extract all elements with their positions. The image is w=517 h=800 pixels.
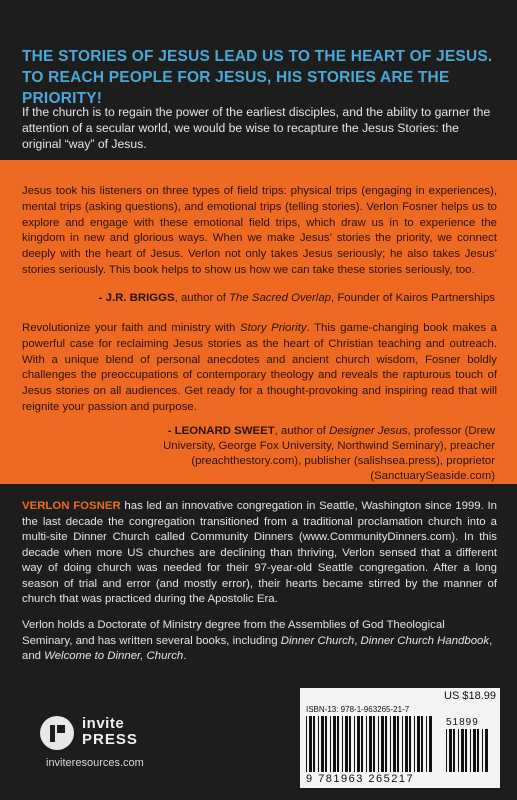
barcode-bar [390,716,391,772]
barcode-bar [405,716,408,772]
bio-text-2a: Verlon holds a Doctorate of Ministry degree from the Assemblies of God Theological Seminary, and has written several books, including [22,619,445,647]
author-bio-1 [22,499,497,608]
isbn-barcode [306,716,432,772]
barcode-bar [461,729,464,772]
barcode-bar [357,716,360,772]
barcode-box [300,688,500,788]
barcode-bar [409,716,411,772]
barcode-bar [402,716,403,772]
quote-2-part-b: . This game-changing book makes a powerful case for reclaiming Jesus stories as the heart of Christian teaching and outreach. With a unique blend of personal anecdotes and ancient church wisdom, Fosner boldly challenges the preoccupations of contemporary theology and reveals the rapturous touch of Jesus stories on all audiences. Get ready for a thought-provoking and inspiring read that will reignite your passion and purpose. [22,322,497,413]
barcode-bar [306,716,307,772]
barcode-bar [381,716,384,772]
barcode-bar [485,729,488,772]
barcode-bar [361,716,363,772]
price-addon-barcode [446,729,490,772]
book-title-1: Dinner Church [280,634,355,647]
barcode-bar [449,729,452,772]
isbn-label: ISBN-13: 978-1-963265-21-7 [306,705,410,714]
barcode-bar [393,716,396,772]
barcode-bar [414,716,415,772]
barcode-bar [321,716,324,772]
barcode-bar [325,716,327,772]
barcode-bar [421,716,423,772]
endorser-credit-1b: , Founder of Kairos Partnerships [331,292,495,304]
book-title-3: Welcome to Dinner, Church [44,650,184,662]
barcode-bar [330,716,331,772]
barcode-bar [313,716,315,772]
publisher-website: inviteresources.com [46,757,144,769]
quote-2-title: Story Priority [239,322,307,334]
barcode-bar [349,716,351,772]
endorser-credit-2a: , author of [274,425,330,437]
barcode-bar [378,716,379,772]
barcode-bar [309,716,312,772]
barcode-bar [345,716,348,772]
barcode-bar [453,729,455,772]
barcode-bar [318,716,319,772]
barcode-bar [482,729,483,772]
book-title-2: Dinner Church Handbook [360,634,490,647]
endorser-credit-1a: , author of [174,292,230,304]
endorser-book-1: The Sacred Overlap [229,292,332,304]
publisher-logo [40,712,180,769]
endorsement-attribution-2 [135,424,495,484]
barcode-bar [397,716,399,772]
endorsement-quote-2 [22,321,497,416]
price-label: US $18.99 [444,690,496,702]
addon-number: 51899 [446,717,479,728]
barcode-digits: 9 781963 265217 [306,773,415,785]
barcode-bar [473,729,476,772]
barcode-bar [417,716,420,772]
endorsement-attribution-1 [99,291,495,306]
barcode-bar [373,716,375,772]
barcode-bar [446,729,447,772]
barcode-bar [333,716,336,772]
bio-end: . [183,650,187,662]
quote-2-part-a: Revolutionize your faith and ministry with [22,322,240,334]
bio-sep-1: , [354,634,361,647]
barcode-bar [337,716,339,772]
intro-paragraph: If the church is to regain the power of the earliest disciples, and the ability to garner the attention of a secular world, we would be wise to recapture the Jesus Stories: the original “way” of Jesus. [22,105,491,151]
author-name: VERLON FOSNER [22,500,121,512]
logo-word-press: PRESS [82,731,138,748]
barcode-bar [465,729,467,772]
barcode-bar [369,716,372,772]
barcode-bar [366,716,367,772]
endorser-name-2: - LEONARD SWEET [167,425,275,437]
endorser-book-2: Designer Jesus [329,425,408,437]
barcode-bar [342,716,343,772]
barcode-bar [477,729,479,772]
invite-press-logo-icon [40,716,74,750]
headline: THE STORIES OF JESUS LEAD US TO THE HEART OF JESUS. TO REACH PEOPLE FOR JESUS, HIS STORIES ARE THE PRIORITY! [22,48,493,107]
endorsements-panel [0,160,517,484]
barcode-bar [470,729,471,772]
barcode-bar [458,729,459,772]
logo-word-invite: invite [82,715,125,732]
barcode-bar [426,716,427,772]
endorser-name-1: - J.R. BRIGGS [98,292,175,304]
barcode-bar [385,716,387,772]
barcode-bar [429,716,432,772]
author-bio-2 [22,618,497,665]
endorser-credit-2b: , professor (Drew University, George Fox University, Northwind Seminary), preacher (preachthestory.com), publisher (salishsea.press), proprietor (SanctuarySeaside.com) [163,425,495,482]
barcode-bar [354,716,355,772]
endorsement-quote-1: Jesus took his listeners on three types of field trips: physical trips (engaging in experiences), mental trips (asking questions), and emotional trips (telling stories). Verlon Fosner helps us to explore and engage with these emotional field trips, which draw us in to experience the kingdom in new and glorious ways. When we make Jesus’ stories the priority, we connect deeply with the heart of Jesus. Verlon not only takes Jesus seriously; he also takes Jesus’ stories seriously. This book helps to show us how we can take these stories seriously, too. [22,185,497,276]
bio-sep-2: , and [22,634,493,662]
bio-text-1: has led an innovative congregation in Seattle, Washington since 1999. In the last decade the congregation transitioned from a traditional proclamation church into a multi-site Dinner Church called Community Dinners (www.CommunityDinners.com). In this decade when more US churches are declining than thriving, Verlon sensed that a different way of doing church was needed for their 97-year-old Seattle congregation. After a long season of trial and error (and mostly error), their hearts became stirred by the manner of church that was practiced during the Apostolic Era. [22,500,497,605]
